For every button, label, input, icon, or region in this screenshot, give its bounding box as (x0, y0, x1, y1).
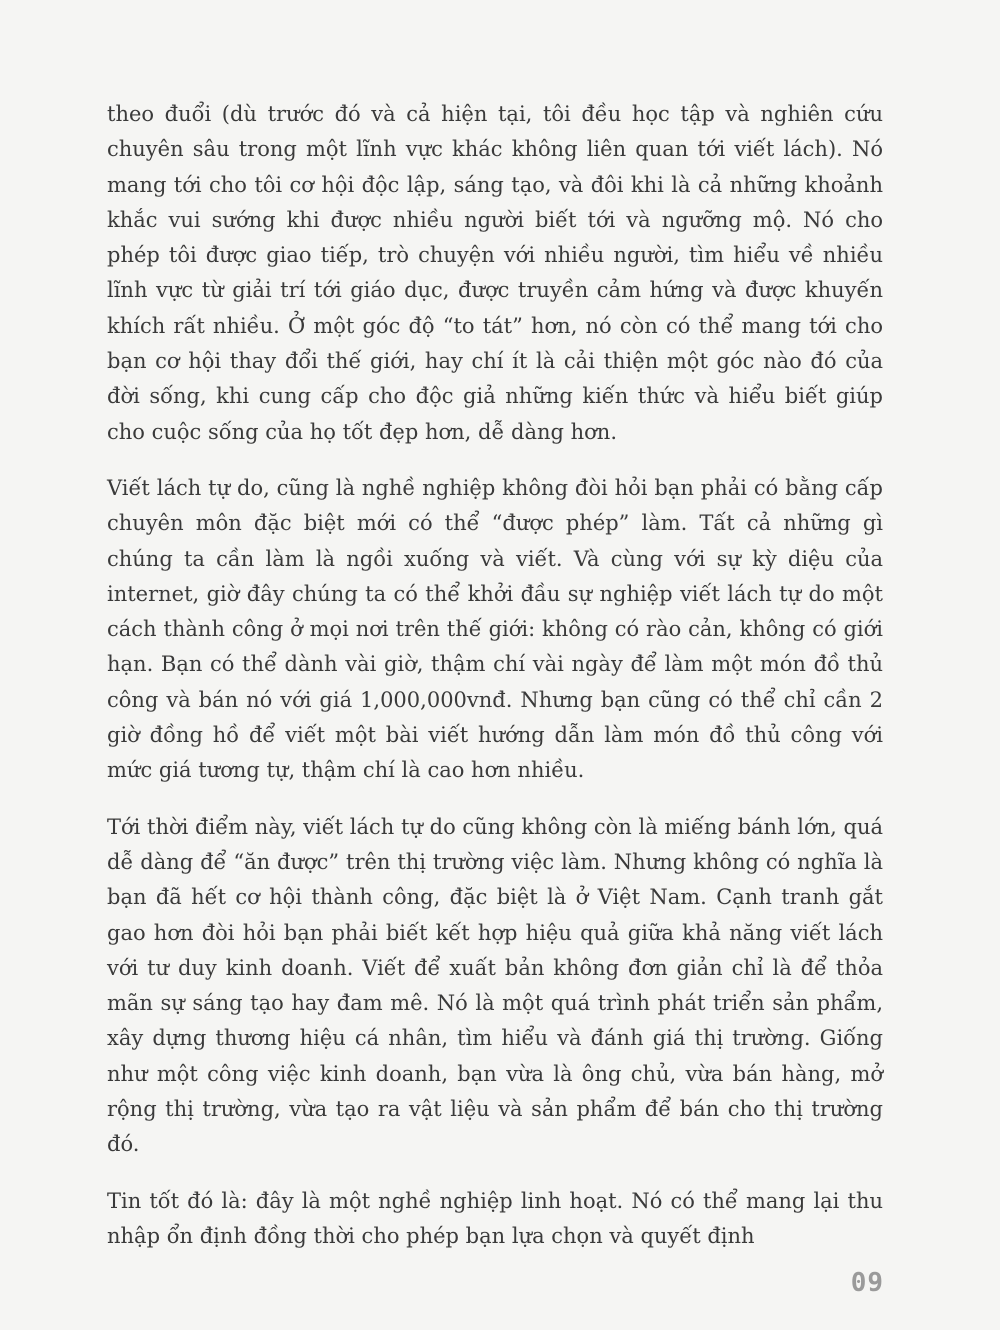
paragraph-1: theo đuổi (dù trước đó và cả hiện tại, tôi đều học tập và nghiên cứu chuyên sâu trong một lĩnh vực khác không liên quan tới viết lách). Nó mang tới cho tôi cơ hội độc lập, sáng tạo, và đôi khi là cả những khoảnh khắc vui sướng khi được nhiều người biết tới và ngưỡng mộ. Nó cho phép tôi được giao tiếp, trò chuyện với nhiều người, tìm hiểu về nhiều lĩnh vực từ giải trí tới giáo dục, được truyền cảm hứng và được khuyến khích rất nhiều. Ở một góc độ “to tát” hơn, nó còn có thể mang tới cho bạn cơ hội thay đổi thế giới, hay chí ít là cải thiện một góc nào đó của đời sống, khi cung cấp cho độc giả những kiến thức và hiểu biết giúp cho cuộc sống của họ tốt đẹp hơn, dễ dàng hơn. (107, 102, 883, 444)
paragraph-2: Viết lách tự do, cũng là nghề nghiệp không đòi hỏi bạn phải có bằng cấp chuyên môn đặc biệt mới có thể “được phép” làm. Tất cả những gì chúng ta cần làm là ngồi xuống và viết. Và cùng với sự kỳ diệu của internet, giờ đây chúng ta có thể khởi đầu sự nghiệp viết lách tự do một cách thành công ở mọi nơi trên thế giới: không có rào cản, không có giới hạn. Bạn có thể dành vài giờ, thậm chí vài ngày để làm một món đồ thủ công và bán nó với giá 1,000,000vnđ. Nhưng bạn cũng có thể chỉ cần 2 giờ đồng hồ để viết một bài viết hướng dẫn làm món đồ thủ công với mức giá tương tự, thậm chí là cao hơn nhiều. (107, 475, 883, 783)
paragraph-3: Tới thời điểm này, viết lách tự do cũng không còn là miếng bánh lớn, quá dễ dàng để “ăn được” trên thị trường việc làm. Nhưng không có nghĩa là bạn đã hết cơ hội thành công, đặc biệt là ở Việt Nam. Cạnh tranh gắt gao hơn đòi hỏi bạn phải biết kết hợp hiệu quả giữa khả năng viết lách với tư duy kinh doanh. Viết để xuất bản không đơn giản chỉ là để thỏa mãn sự sáng tạo hay đam mê. Nó là một quá trình phát triển sản phẩm, xây dựng thương hiệu cá nhân, tìm hiểu và đánh giá thị trường. Giống như một công việc kinh doanh, bạn vừa là ông chủ, vừa bán hàng, mở rộng thị trường, vừa tạo ra vật liệu và sản phẩm để bán cho thị trường đó. (107, 814, 883, 1157)
page-number: 09 (850, 1268, 884, 1298)
paragraph-4: Tin tốt đó là: đây là một nghề nghiệp linh hoạt. Nó có thể mang lại thu nhập ổn định đồng thời cho phép bạn lựa chọn và quyết định (107, 1188, 883, 1248)
body-text (107, 97, 883, 1254)
